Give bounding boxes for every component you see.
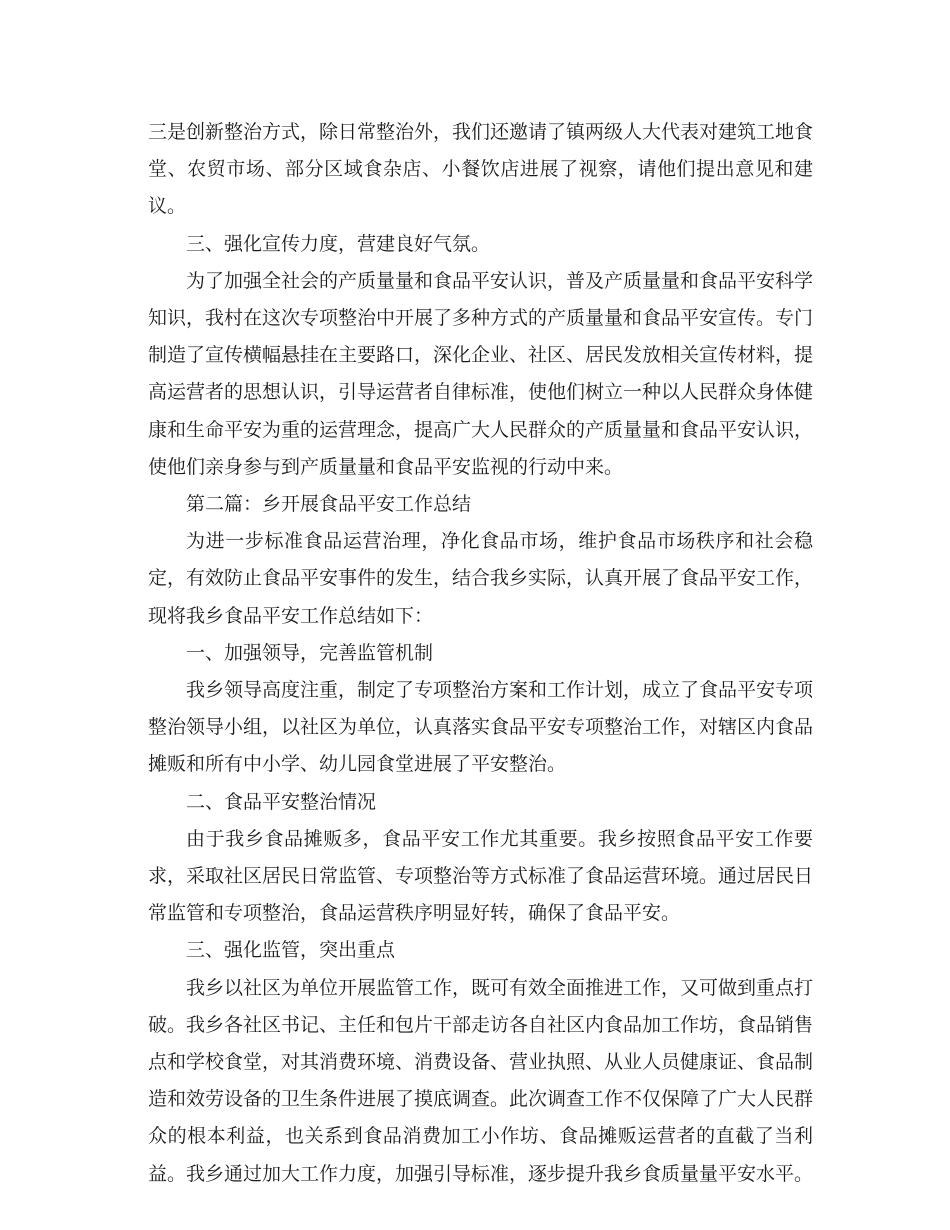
- section-heading-supervision: 三、强化监管，突出重点: [186, 939, 396, 962]
- paragraph-publicity: 为了加强全社会的产质量量和食品平安认识，普及产质量量和食品平安科学知识，我村在这次专项整治中开展了多种方式的产质量量和食品平安宣传。专门制造了宣传横幅悬挂在主要路口，深化企业、社区、居民发放相关宣传材料，提高运营者的思想认识，引导运营者自律标准，使他们树立一种以人民群众身体健康和生命平安为重的运营理念，提高广大人民群众的产质量量和食品平安认识，使他们亲身参与到产质量量和食品平安监视的行动中来。: [148, 269, 814, 478]
- paragraph-innovation: 三是创新整治方式，除日常整治外，我们还邀请了镇两级人大代表对建筑工地食堂、农贸市场、部分区域食杂店、小餐饮店进展了视察，请他们提出意见和建议。: [148, 121, 814, 218]
- section-heading-leadership: 一、加强领导，完善监管机制: [186, 641, 434, 664]
- paragraph-supervision: 我乡以社区为单位开展监管工作，既可有效全面推进工作，又可做到重点打破。我乡各社区书记、主任和包片干部走访各自社区内食品加工作坊，食品销售点和学校食堂，对其消费环境、消费设备、营业执照、从业人员健康证、食品制造和效劳设备的卫生条件进展了摸底调查。此次调查工作不仅保障了广大人民群众的根本利益，也关系到食品消费加工小作坊、食品摊贩运营者的直截了当利益。我乡通过加大工作力度，加强引导标准，逐步提升我乡食质量量平安水平。: [148, 976, 814, 1185]
- section-heading-rectification: 二、食品平安整治情况: [186, 790, 377, 813]
- paragraph-intro: 为进一步标准食品运营治理，净化食品市场，维护食品市场秩序和社会稳定，有效防止食品平安事件的发生，结合我乡实际，认真开展了食品平安工作，现将我乡食品平安工作总结如下：: [148, 530, 814, 627]
- section-heading-publicity: 三、强化宣传力度，营建良好气氛。: [186, 232, 491, 255]
- paragraph-leadership: 我乡领导高度注重，制定了专项整治方案和工作计划，成立了食品平安专项整治领导小组，以社区为单位，认真落实食品平安专项整治工作，对辖区内食品摊贩和所有中小学、幼儿园食堂进展了平安整治。: [148, 679, 814, 776]
- paragraph-rectification: 由于我乡食品摊贩多，食品平安工作尤其重要。我乡按照食品平安工作要求，采取社区居民日常监管、专项整治等方式标准了食品运营环境。通过居民日常监管和专项整治，食品运营秩序明显好转，确保了食品平安。: [148, 827, 814, 925]
- article-title-second: 第二篇：乡开展食品平安工作总结: [186, 493, 472, 516]
- document-body: [148, 114, 813, 1193]
